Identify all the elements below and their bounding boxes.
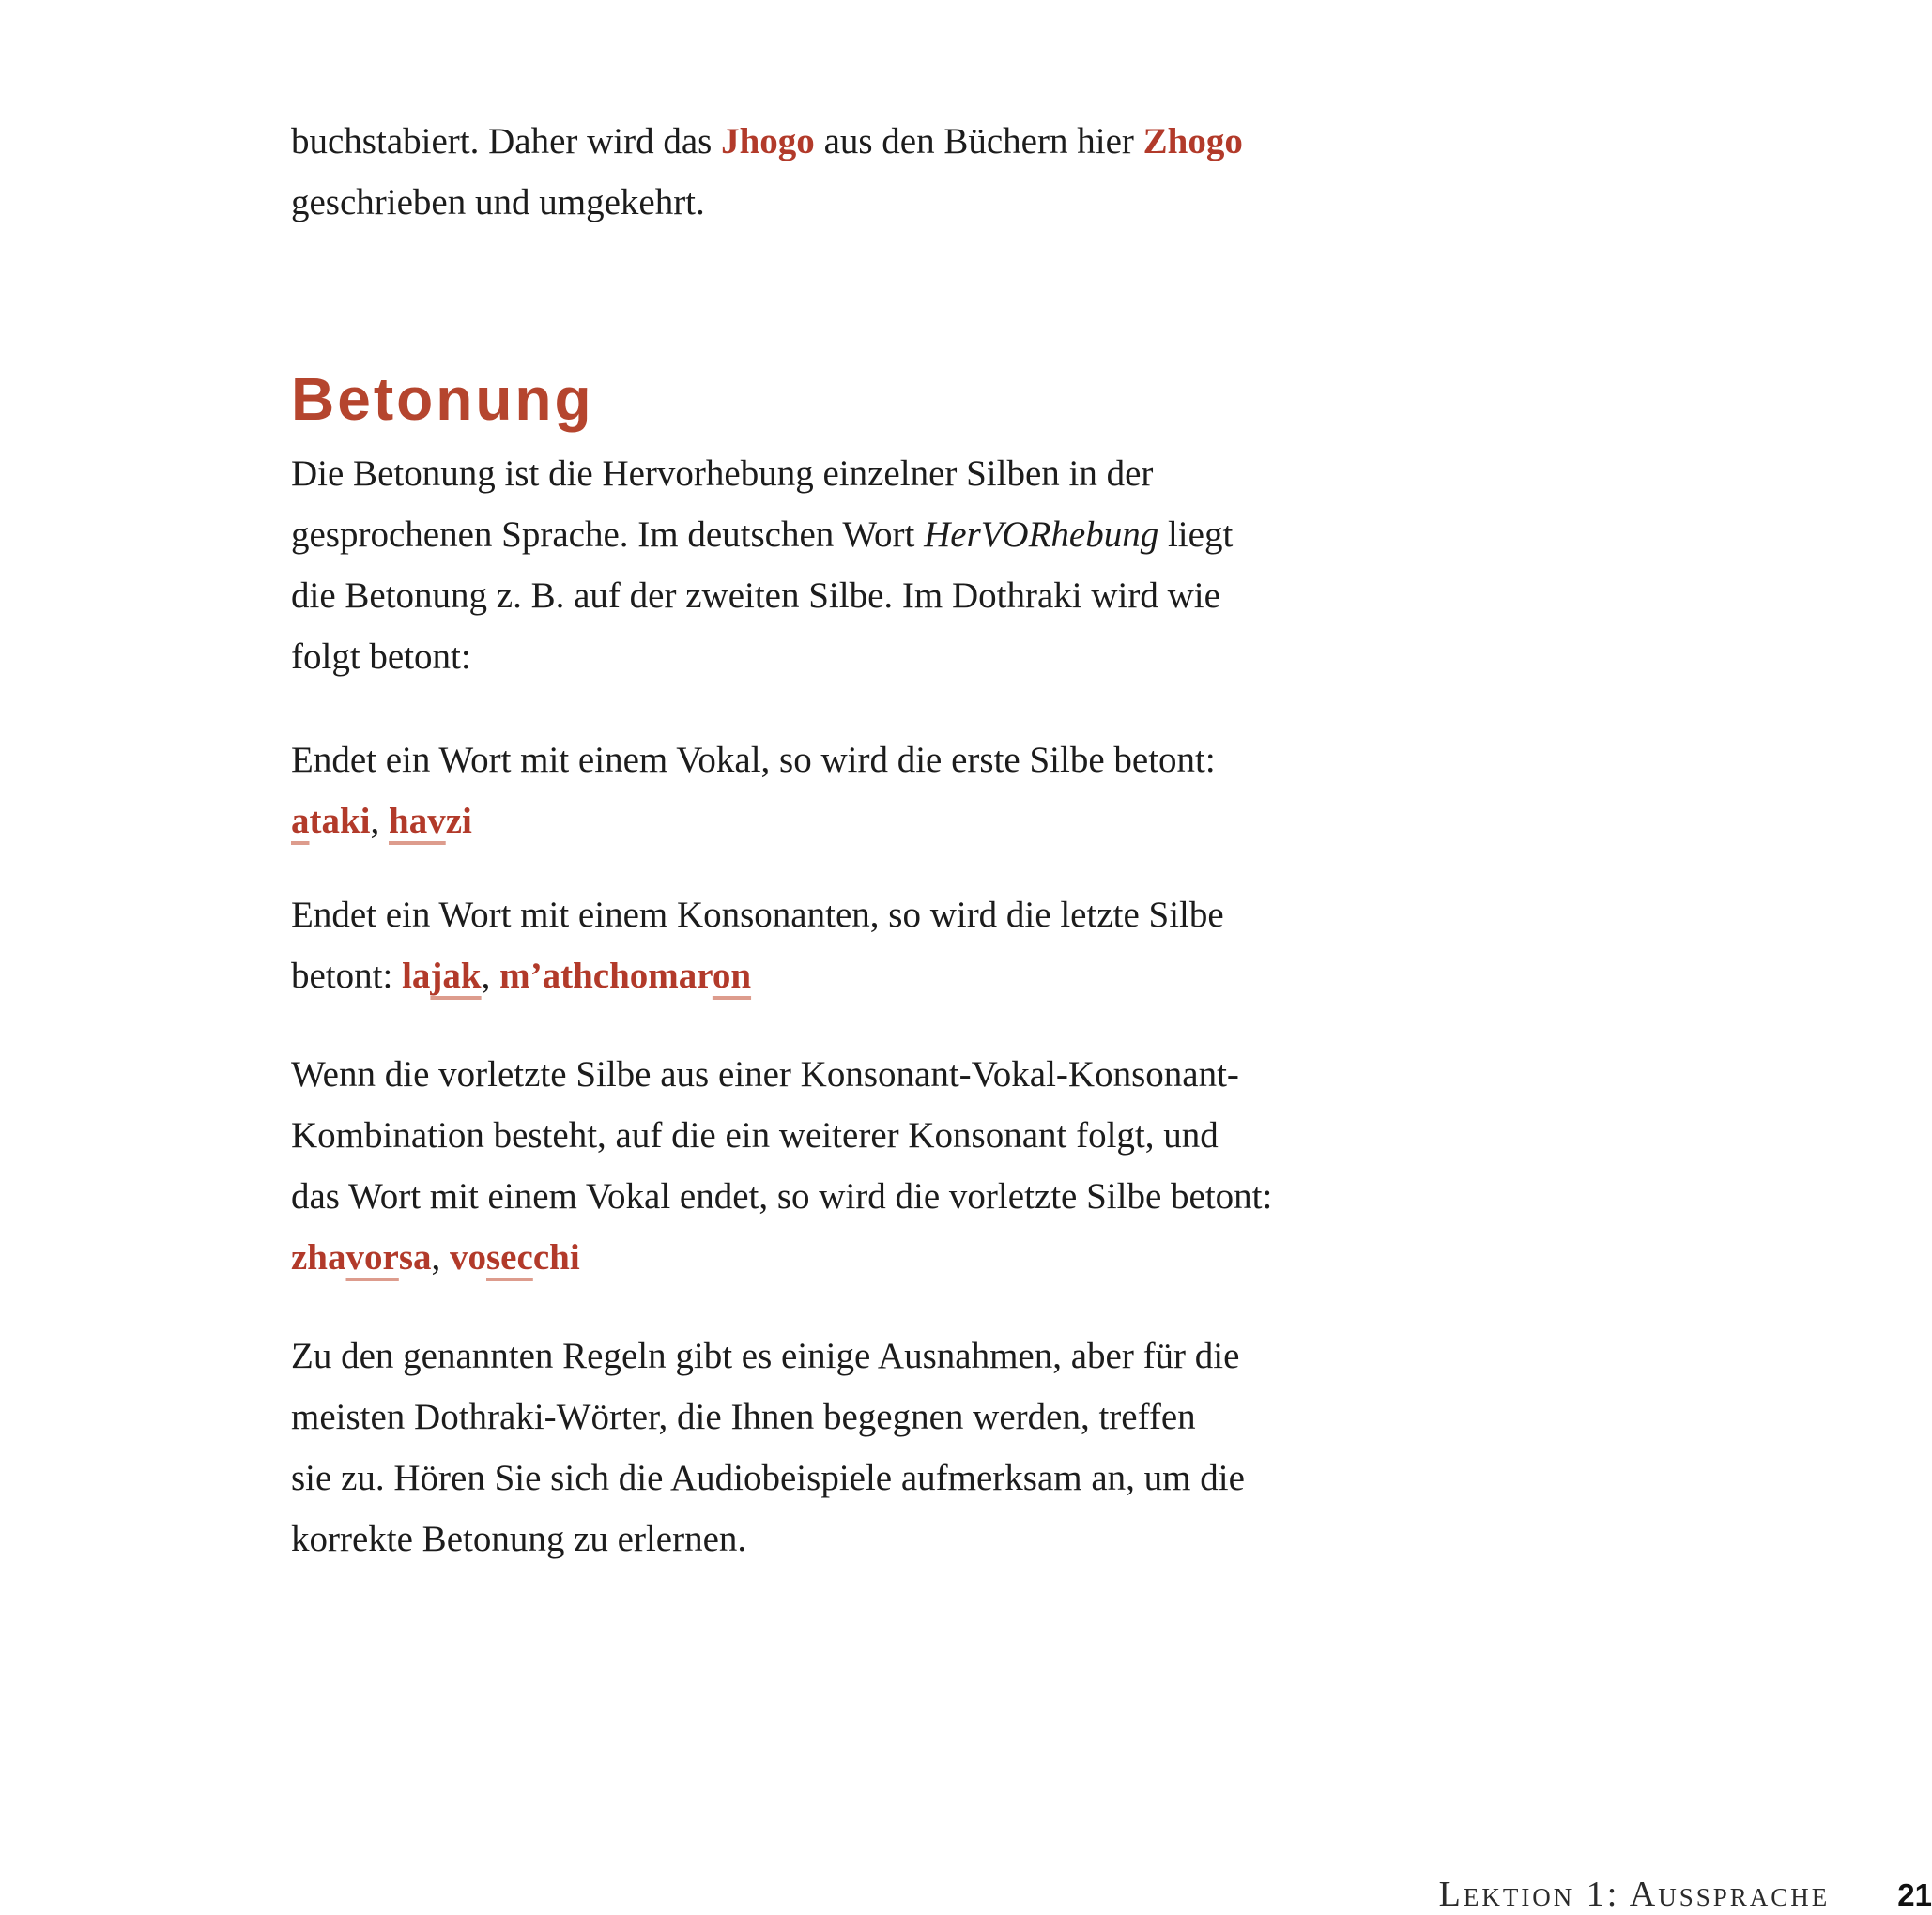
- text-segment: ,: [481, 956, 500, 996]
- text-segment: aus den Büchern hier: [814, 121, 1143, 161]
- text-segment: korrekte Betonung zu erlernen.: [291, 1519, 747, 1559]
- text-segment: vor: [345, 1237, 399, 1278]
- footer-section-label: Lektion 1: Aussprache: [1438, 1875, 1831, 1914]
- text-segment: on: [712, 956, 752, 996]
- text-segment: Jhogo: [721, 121, 815, 161]
- text-segment: a: [291, 801, 310, 841]
- text-segment: geschrieben und umgekehrt.: [291, 182, 705, 222]
- text-segment: Endet ein Wort mit einem Konsonanten, so wird die letzte Silbe: [291, 895, 1224, 935]
- rule-vowel-paragraph: [291, 729, 1511, 851]
- text-segment: folgt betont:: [291, 636, 471, 677]
- text-segment: HerVORhebung: [924, 514, 1159, 555]
- text-segment: betont:: [291, 956, 403, 996]
- text-segment: das Wort mit einem Vokal endet, so wird die vorletzte Silbe betont:: [291, 1176, 1273, 1217]
- text-segment: Kombination besteht, auf die ein weiterer Konsonant folgt, und: [291, 1115, 1219, 1156]
- text-segment: vo: [450, 1237, 486, 1278]
- text-segment: Die Betonung ist die Hervorhebung einzelner Silben in der: [291, 453, 1154, 494]
- text-segment: sie zu. Hören Sie sich die Audiobeispiele aufmerksam an, um die: [291, 1458, 1245, 1498]
- page-content: [291, 111, 1932, 1914]
- closing-paragraph: [291, 1325, 1511, 1570]
- rule-penultimate-paragraph: [291, 1044, 1511, 1288]
- section-heading-betonung: Betonung: [291, 365, 594, 433]
- text-segment: Zu den genannten Regeln gibt es einige Ausnahmen, aber für die: [291, 1336, 1240, 1376]
- rule-consonant-paragraph: [291, 884, 1511, 1006]
- text-segment: Wenn die vorletzte Silbe aus einer Konsonant-Vokal-Konsonant-: [291, 1054, 1239, 1095]
- text-segment: die Betonung z. B. auf der zweiten Silbe. Im Dothraki wird wie: [291, 575, 1220, 616]
- text-segment: ,: [431, 1237, 450, 1278]
- stress-intro-paragraph: [291, 443, 1511, 687]
- text-segment: hav: [389, 801, 446, 841]
- text-segment: chi: [532, 1237, 580, 1278]
- text-segment: buchstabiert. Daher wird das: [291, 121, 722, 161]
- text-segment: zha: [291, 1237, 346, 1278]
- text-segment: sec: [486, 1237, 533, 1278]
- text-segment: zi: [445, 801, 472, 841]
- page-footer: [291, 1874, 1932, 1915]
- text-segment: liegt: [1158, 514, 1234, 555]
- text-segment: gesprochenen Sprache. Im deutschen Wort: [291, 514, 925, 555]
- text-segment: taki: [309, 801, 371, 841]
- footer-page-number: 21: [1897, 1877, 1932, 1912]
- intro-paragraph: [291, 111, 1511, 233]
- text-segment: m’athchomar: [499, 956, 713, 996]
- text-segment: jak: [430, 956, 482, 996]
- text-segment: sa: [398, 1237, 432, 1278]
- text-segment: Endet ein Wort mit einem Vokal, so wird die erste Silbe betont:: [291, 740, 1216, 780]
- text-segment: ,: [370, 801, 390, 841]
- text-segment: meisten Dothraki-Wörter, die Ihnen begegnen werden, treffen: [291, 1397, 1196, 1437]
- text-segment: la: [402, 956, 431, 996]
- text-segment: Zhogo: [1142, 121, 1243, 161]
